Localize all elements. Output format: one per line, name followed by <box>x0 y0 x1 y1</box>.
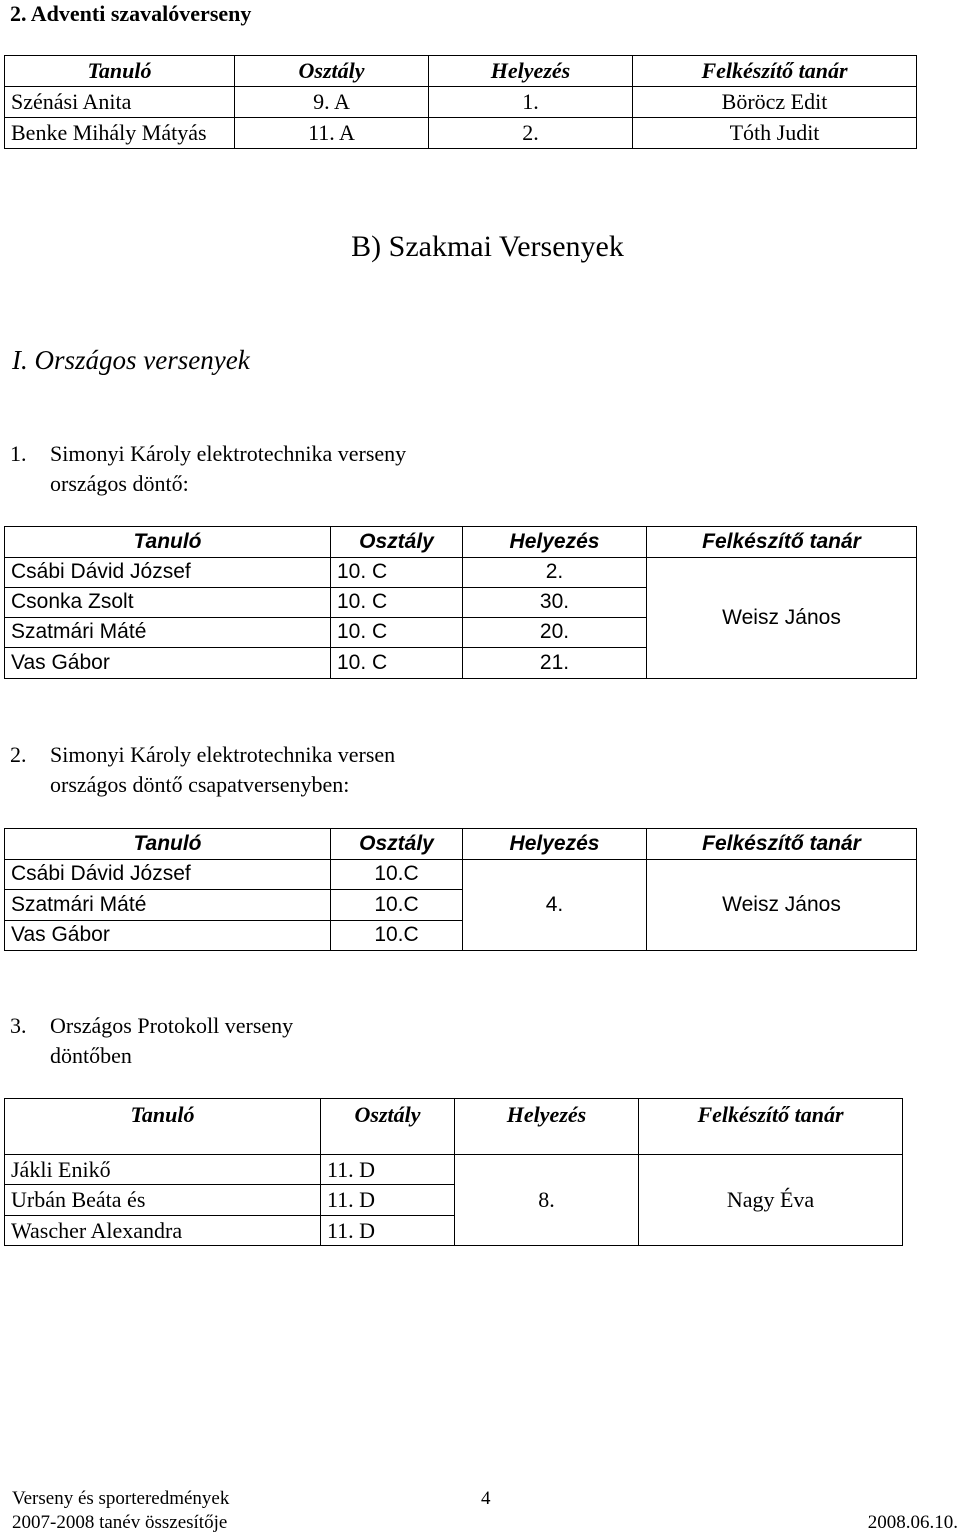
student-name: Wascher Alexandra <box>5 1216 321 1246</box>
part-i-title: I. Országos versenyek <box>12 345 250 375</box>
student-class: 10.C <box>331 860 463 890</box>
teacher-cell: Nagy Éva <box>639 1155 903 1246</box>
table-row <box>5 1155 903 1185</box>
student-class: 9. A <box>235 87 429 118</box>
student-name: Vas Gábor <box>5 648 331 679</box>
table-header-row <box>5 829 917 860</box>
student-class: 10.C <box>331 921 463 951</box>
header-student: Tanuló <box>5 1099 321 1155</box>
subsection-3-number: 3. <box>10 1013 27 1038</box>
page-number: 4 <box>481 1488 491 1509</box>
student-class: 10. C <box>331 648 463 679</box>
section-heading-advent: 2. Adventi szavalóverseny <box>10 1 252 26</box>
student-place: 1. <box>429 87 633 118</box>
subsection-2-title-line1: Simonyi Károly elektrotechnika versen <box>50 742 396 767</box>
student-name: Urbán Beáta és <box>5 1185 321 1216</box>
student-place: 30. <box>463 588 647 618</box>
student-class: 10. C <box>331 618 463 648</box>
part-b-title: B) Szakmai Versenyek <box>351 230 624 263</box>
student-place: 2. <box>463 558 647 588</box>
student-name: Szénási Anita <box>5 87 235 118</box>
student-name: Szatmári Máté <box>5 618 331 648</box>
header-class: Osztály <box>235 56 429 87</box>
place-cell: 4. <box>463 860 647 951</box>
subsection-2-number: 2. <box>10 742 27 767</box>
header-class: Osztály <box>331 527 463 558</box>
subsection-2-title-line2: országos döntő csapatversenyben: <box>50 772 350 797</box>
student-class: 11. A <box>235 118 429 149</box>
table-row <box>5 558 917 588</box>
teacher-cell: Weisz János <box>647 558 917 679</box>
student-name: Csábi Dávid József <box>5 558 331 588</box>
student-name: Csonka Zsolt <box>5 588 331 618</box>
subsection-1-title-line1: Simonyi Károly elektrotechnika verseny <box>50 441 407 466</box>
protocol-results-table <box>4 1098 903 1246</box>
student-name: Szatmári Máté <box>5 890 331 921</box>
student-teacher: Böröcz Edit <box>633 87 917 118</box>
header-teacher: Felkészítő tanár <box>633 56 917 87</box>
subsection-3-title-line2: döntőben <box>50 1043 132 1068</box>
header-student: Tanuló <box>5 829 331 860</box>
advent-results-table <box>4 55 917 149</box>
table-header-row <box>5 1099 903 1155</box>
header-teacher: Felkészítő tanár <box>639 1099 903 1155</box>
student-class: 10. C <box>331 558 463 588</box>
header-place: Helyezés <box>455 1099 639 1155</box>
student-name: Csábi Dávid József <box>5 860 331 890</box>
header-teacher: Felkészítő tanár <box>647 527 917 558</box>
table-row <box>5 860 917 890</box>
header-student: Tanuló <box>5 56 235 87</box>
student-class: 10. C <box>331 588 463 618</box>
footer-subtitle: 2007-2008 tanév összesítője <box>12 1512 228 1533</box>
place-cell: 8. <box>455 1155 639 1246</box>
student-place: 21. <box>463 648 647 679</box>
student-class: 11. D <box>321 1185 455 1216</box>
table-header-row <box>5 527 917 558</box>
subsection-1-number: 1. <box>10 441 27 466</box>
student-place: 20. <box>463 618 647 648</box>
header-teacher: Felkészítő tanár <box>647 829 917 860</box>
header-class: Osztály <box>321 1099 455 1155</box>
header-student: Tanuló <box>5 527 331 558</box>
student-class: 10.C <box>331 890 463 921</box>
student-place: 2. <box>429 118 633 149</box>
simonyi-final-table <box>4 526 917 679</box>
header-place: Helyezés <box>429 56 633 87</box>
student-name: Benke Mihály Mátyás <box>5 118 235 149</box>
student-class: 11. D <box>321 1155 455 1185</box>
table-header-row <box>5 56 917 87</box>
subsection-1-title-line2: országos döntő: <box>50 471 189 496</box>
table-row <box>5 118 917 149</box>
student-class: 11. D <box>321 1216 455 1246</box>
table-row <box>5 87 917 118</box>
student-teacher: Tóth Judit <box>633 118 917 149</box>
header-class: Osztály <box>331 829 463 860</box>
simonyi-team-table <box>4 828 917 951</box>
header-place: Helyezés <box>463 527 647 558</box>
footer-date: 2008.06.10. <box>867 1512 958 1533</box>
student-name: Vas Gábor <box>5 921 331 951</box>
teacher-cell: Weisz János <box>647 860 917 951</box>
student-name: Jákli Enikő <box>5 1155 321 1185</box>
header-place: Helyezés <box>463 829 647 860</box>
subsection-3-title-line1: Országos Protokoll verseny <box>50 1013 294 1038</box>
footer-title: Verseny és sporteredmények <box>12 1488 230 1509</box>
